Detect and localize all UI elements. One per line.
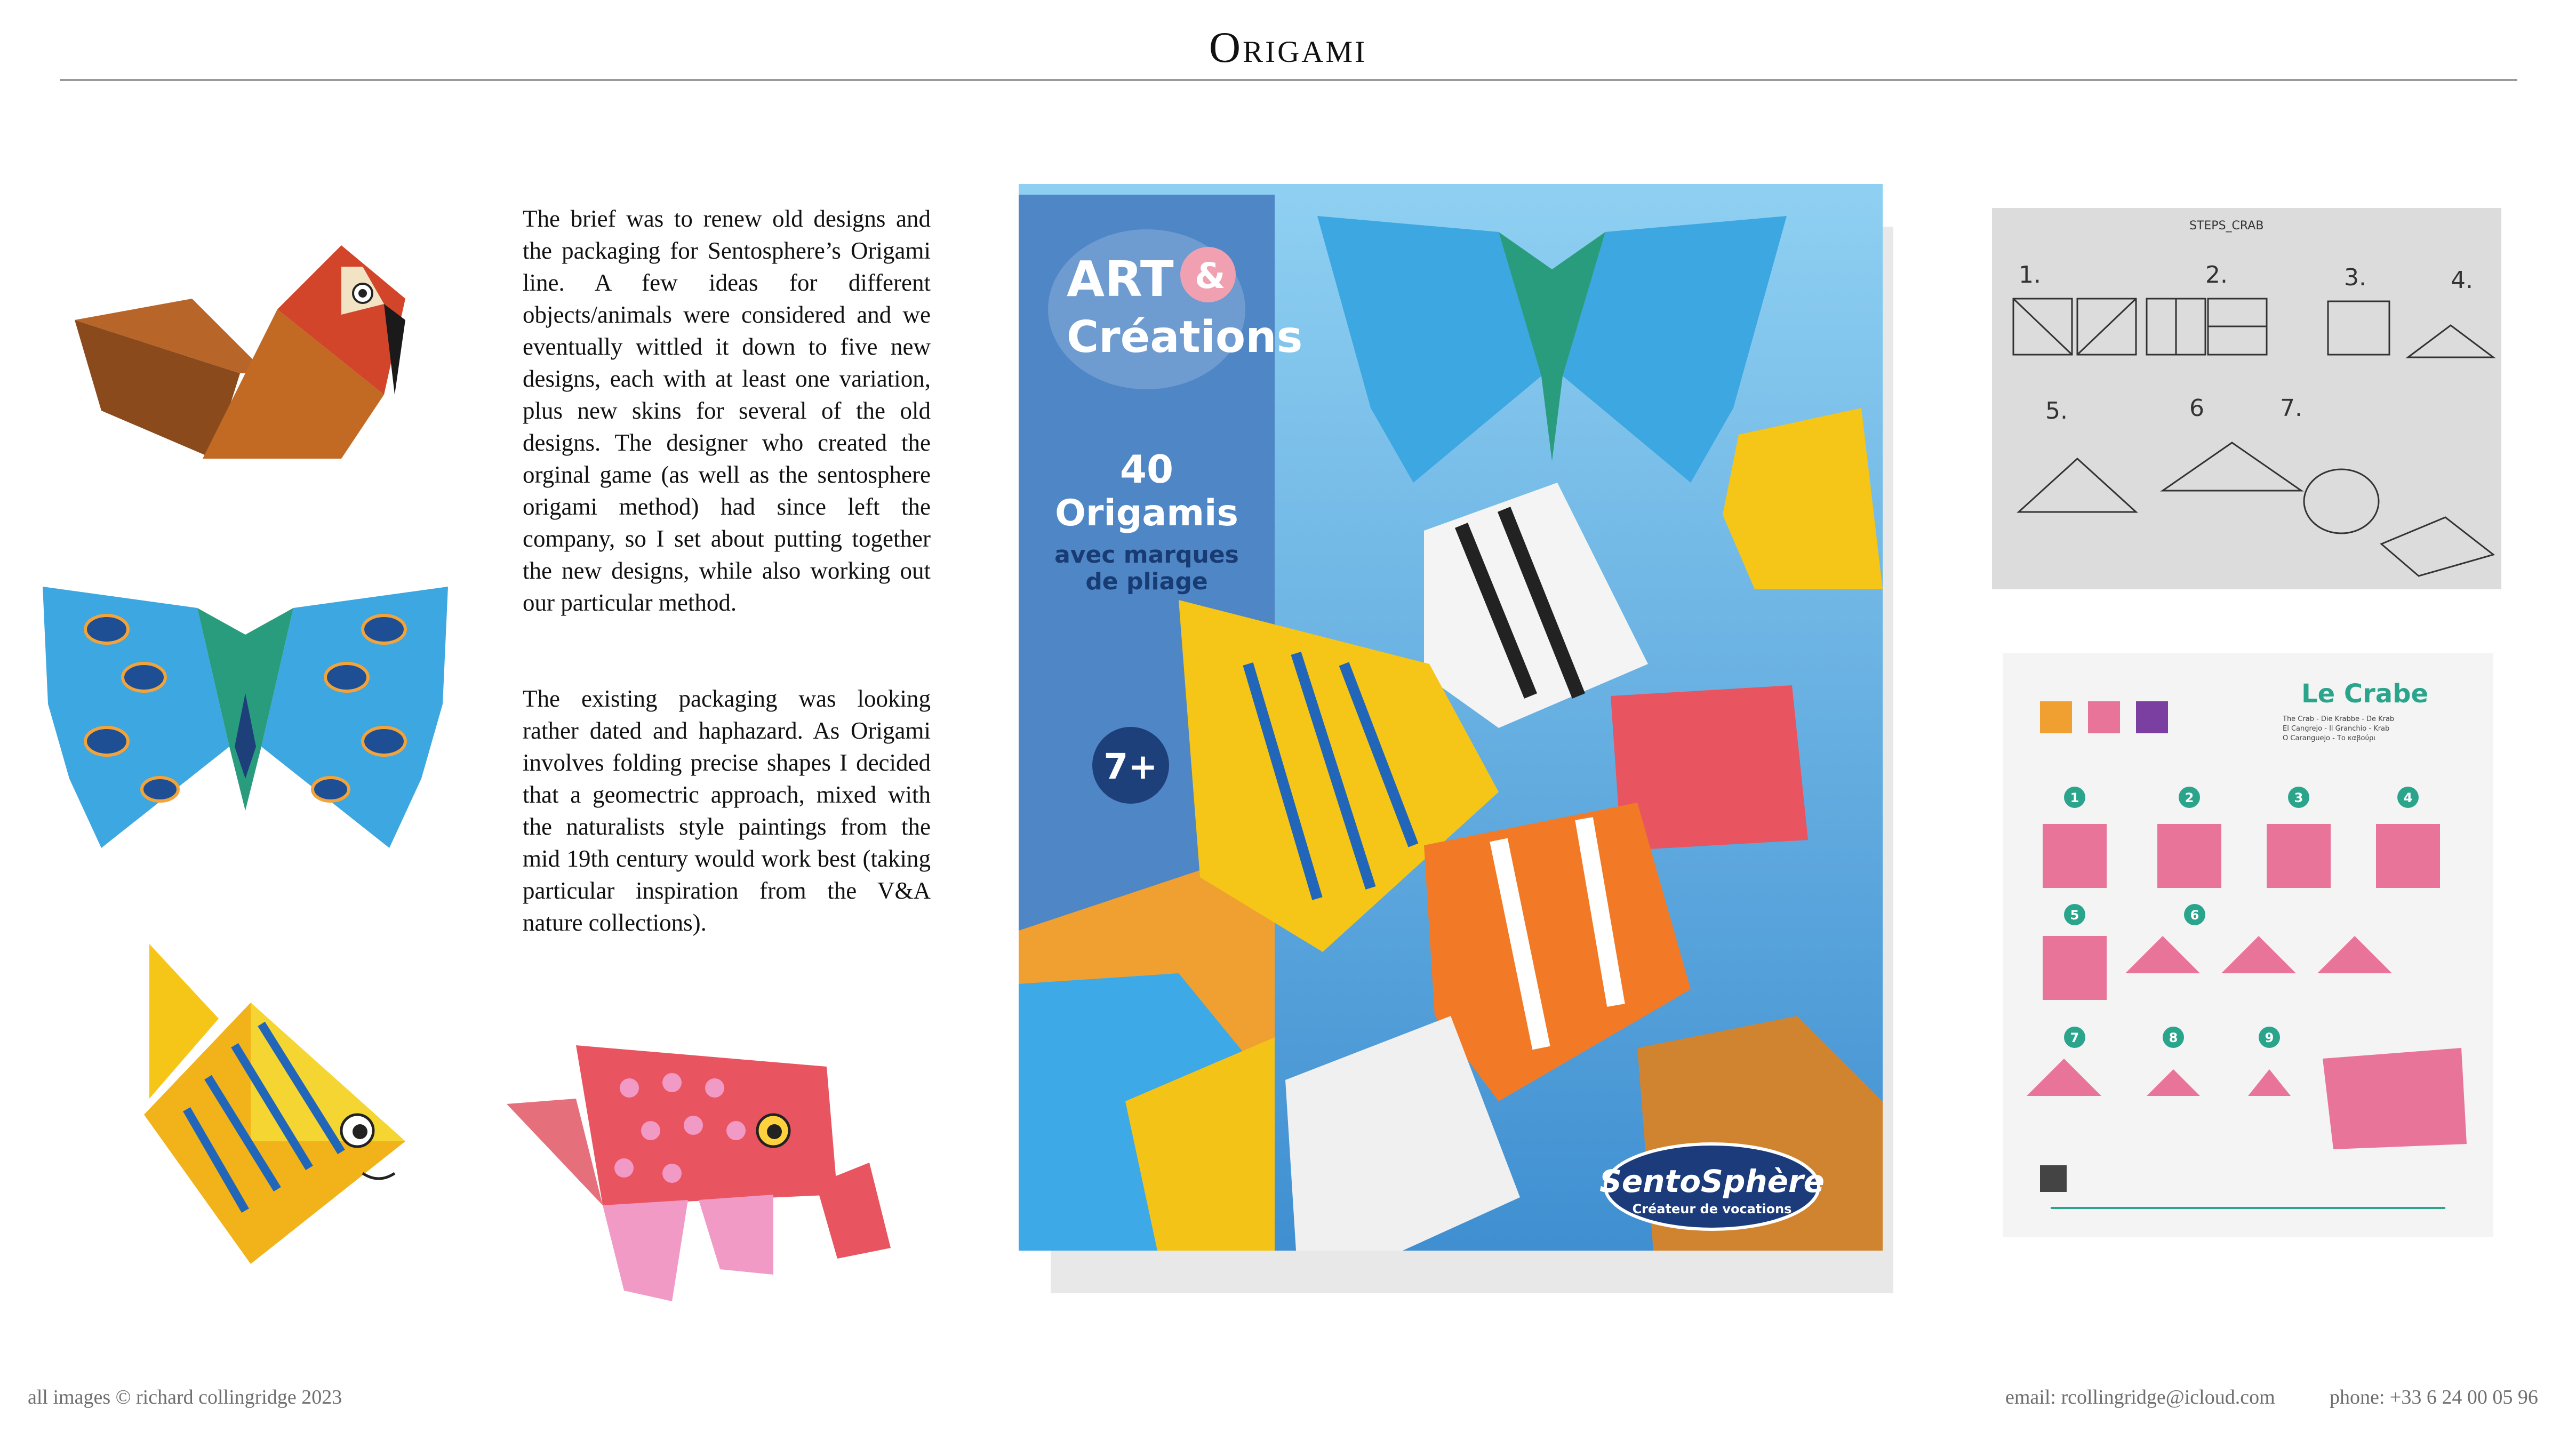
fish-origami-image <box>128 939 416 1269</box>
sketch-step-3: 3. <box>2344 264 2366 291</box>
instruction-step-3: 3 <box>2294 790 2303 805</box>
butterfly-origami-image <box>37 587 453 853</box>
sentosphere-logo: SentoSphère <box>1599 1163 1825 1199</box>
sketch-step-2: 2. <box>2205 261 2228 289</box>
instruction-step-8: 8 <box>2169 1030 2178 1045</box>
footer-phone[interactable]: phone: +33 6 24 00 05 96 <box>2330 1386 2538 1408</box>
sketch-step-7: 7. <box>2280 395 2302 422</box>
instruction-step-5: 5 <box>2070 908 2079 923</box>
logo-tagline: Créateur de vocations <box>1632 1202 1792 1216</box>
footer-email[interactable]: email: rcollingridge@icloud.com <box>2005 1386 2275 1408</box>
sketch-heading: STEPS_CRAB <box>2189 219 2264 233</box>
bird-origami-image <box>64 235 416 469</box>
instruction-title: Le Crabe <box>2301 679 2429 709</box>
sketch-step-1: 1. <box>2019 261 2041 289</box>
sketch-step-4: 4. <box>2451 267 2473 294</box>
sketch-step-6: 6 <box>2189 395 2204 422</box>
box-count-label: Origamis <box>1055 492 1238 534</box>
age-badge: 7+ <box>1103 746 1158 787</box>
instruction-step-2: 2 <box>2185 790 2194 805</box>
translations-line-1: The Crab - Die Krabbe - De Krab <box>2283 715 2395 723</box>
body-paragraph-1: The brief was to renew old designs and the packaging for Sentosphere’s Origami line. A few ideas for different objects/animals were considered and we eventually wittled it down to five new designs, each with at least one variation, plus new skins for several of the old designs. The designer who created the orginal game (as well as the sentosphere origami method) had since left the company, so I set about putting together the new designs, while also working out our particular method. <box>523 205 931 616</box>
brand-ampersand: & <box>1195 255 1226 297</box>
instruction-step-7: 7 <box>2070 1030 2079 1045</box>
sketch-step-5: 5. <box>2045 397 2068 425</box>
box-count: 40 <box>1119 447 1174 492</box>
instruction-step-4: 4 <box>2403 790 2413 805</box>
brand-creations: Créations <box>1067 312 1303 363</box>
instruction-step-1: 1 <box>2070 790 2079 805</box>
product-box <box>1019 184 1883 1251</box>
brand-art: ART <box>1067 251 1174 308</box>
box-subtitle-2: de pliage <box>1085 568 1208 595</box>
translations-line-3: O Caranguejo - Το καβούρι <box>2283 734 2376 742</box>
crab-origami-image <box>496 1024 901 1323</box>
title-divider <box>60 79 2517 81</box>
qr-code <box>2040 1165 2067 1192</box>
footer-copyright: all images © richard collingridge 2023 <box>28 1386 342 1408</box>
crab-steps-sketch <box>1992 208 2501 589</box>
body-paragraph-2: The existing packaging was looking rather dated and haphazard. As Origami involves folding precise shapes I decided that a geomectric approach, mixed with the naturalists style paintings from the mid 19th century would work best (taking particular inspiration from the V&A nature collections). <box>523 685 931 936</box>
instruction-step-9: 9 <box>2265 1030 2274 1045</box>
box-subtitle-1: avec marques <box>1054 541 1239 569</box>
translations-line-2: El Cangrejo - Il Granchio - Krab <box>2283 725 2390 733</box>
page-title: Origami <box>1209 23 1367 71</box>
instruction-step-6: 6 <box>2190 908 2199 923</box>
crab-instruction-sheet <box>2003 653 2493 1237</box>
